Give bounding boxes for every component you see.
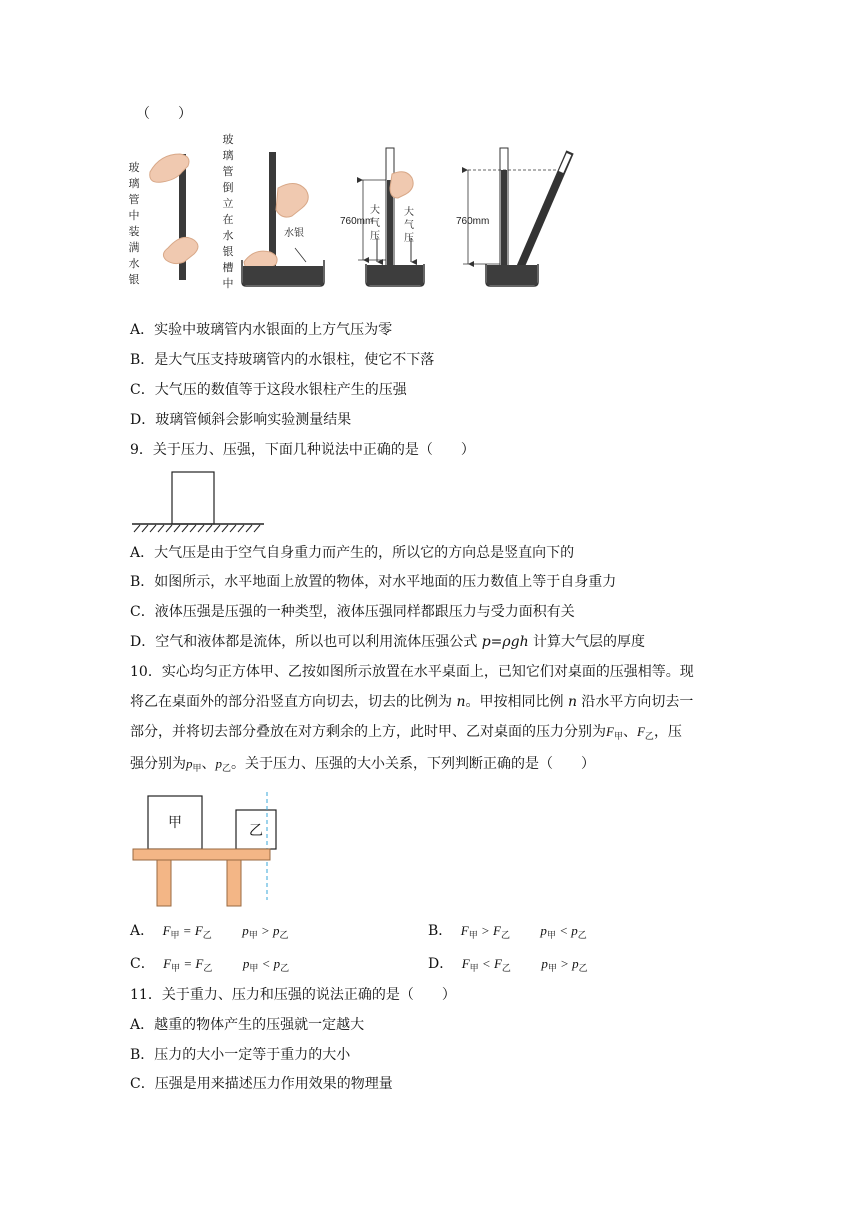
table-top	[133, 849, 270, 860]
fig-label-h1: 760mm	[340, 216, 374, 227]
hand-bottom-icon	[163, 237, 198, 263]
q10-stem-line2: 将乙在桌面外的部分沿竖直方向切去，切去的比例为 n。甲按相同比例 n 沿水平方向切去一	[130, 694, 694, 710]
q11-option-c[interactable]: C．压强是用来描述压力作用效果的物理量	[130, 1076, 393, 1092]
torricelli-drawing	[120, 130, 580, 290]
fig-label-atm-left: 大 气 压	[370, 205, 380, 242]
q10-option-b[interactable]: B． $F_甲 > F_乙$ $p_甲 < p_乙$	[428, 923, 587, 940]
cube-yi-label: 乙	[249, 823, 263, 839]
q11-option-b[interactable]: B．压力的大小一定等于重力的大小	[130, 1047, 351, 1063]
fig-label-h2: 760mm	[456, 216, 490, 227]
cube-jia-label: 甲	[168, 815, 182, 831]
q9-stem: 9．关于压力、压强，下面几种说法中正确的是（ ）	[130, 442, 475, 458]
q10-option-c[interactable]: C． $F_甲 = F_乙$ $p_甲 < p_乙$	[130, 956, 290, 973]
q9-option-d[interactable]: D．空气和液体都是流体，所以也可以利用流体压强公式 p=ρgh 计算大气层的厚度	[130, 634, 646, 650]
mercury-trough-4	[487, 265, 537, 285]
q8-option-c[interactable]: C．大气压的数值等于这段水银柱产生的压强	[130, 382, 407, 398]
mercury-trough-3	[367, 265, 423, 285]
block-on-ground-figure	[128, 470, 268, 534]
q10-option-a[interactable]: A． $F_甲 = F_乙$ $p_甲 > p_乙$	[130, 923, 289, 940]
mercury-trough-2	[243, 266, 323, 285]
table-cubes-figure	[132, 790, 282, 910]
q9-option-a[interactable]: A．大气压是由于空气自身重力而产生的，所以它的方向总是竖直向下的	[130, 545, 575, 561]
q9-option-b[interactable]: B．如图所示，水平地面上放置的物体，对水平地面的压力数值上等于自身重力	[130, 574, 617, 590]
fig-label-mercury: 水银	[284, 228, 304, 239]
q8-option-a[interactable]: A．实验中玻璃管内水银面的上方气压为零	[130, 322, 393, 338]
block	[172, 472, 214, 524]
fig-label-col2: 玻 璃 管 倒 立 在 水 银 槽 中	[222, 133, 234, 290]
torricelli-figure	[120, 130, 580, 290]
q8-answer-blank: （ ）	[136, 106, 192, 122]
q9-option-c[interactable]: C．液体压强是压强的一种类型，液体压强同样都跟压力与受力面积有关	[130, 604, 575, 620]
table-leg-left	[157, 860, 171, 906]
table-leg-right	[227, 860, 241, 906]
q10-stem-line1: 10．实心均匀正方体甲、乙按如图所示放置在水平桌面上，已知它们对桌面的压强相等。现	[130, 664, 694, 680]
fig-label-col1: 玻 璃 管 中 装 满 水 银	[128, 161, 140, 286]
q10-stem-line4: 强分别为$p_甲$、$p_乙$。关于压力、压强的大小关系，下列判断正确的是（ ）	[130, 756, 596, 773]
q10-option-d[interactable]: D． $F_甲 < F_乙$ $p_甲 > p_乙$	[428, 956, 588, 973]
q8-option-b[interactable]: B．是大气压支持玻璃管内的水银柱，使它不下落	[130, 352, 435, 368]
hand-tube-3-icon	[390, 172, 413, 198]
q8-option-d[interactable]: D．玻璃管倾斜会影响实验测量结果	[130, 412, 352, 428]
q11-option-a[interactable]: A．越重的物体产生的压强就一定越大	[130, 1017, 365, 1033]
q10-stem-line3: 部分，并将切去部分叠放在对方剩余的上方，此时甲、乙对桌面的压力分别为$F_甲$、$F_乙$，压	[130, 724, 682, 741]
fig-label-atm-right: 大 气 压	[404, 207, 414, 244]
q11-stem: 11．关于重力、压力和压强的说法正确的是（ ）	[130, 987, 456, 1003]
hand-right-icon	[276, 183, 308, 217]
